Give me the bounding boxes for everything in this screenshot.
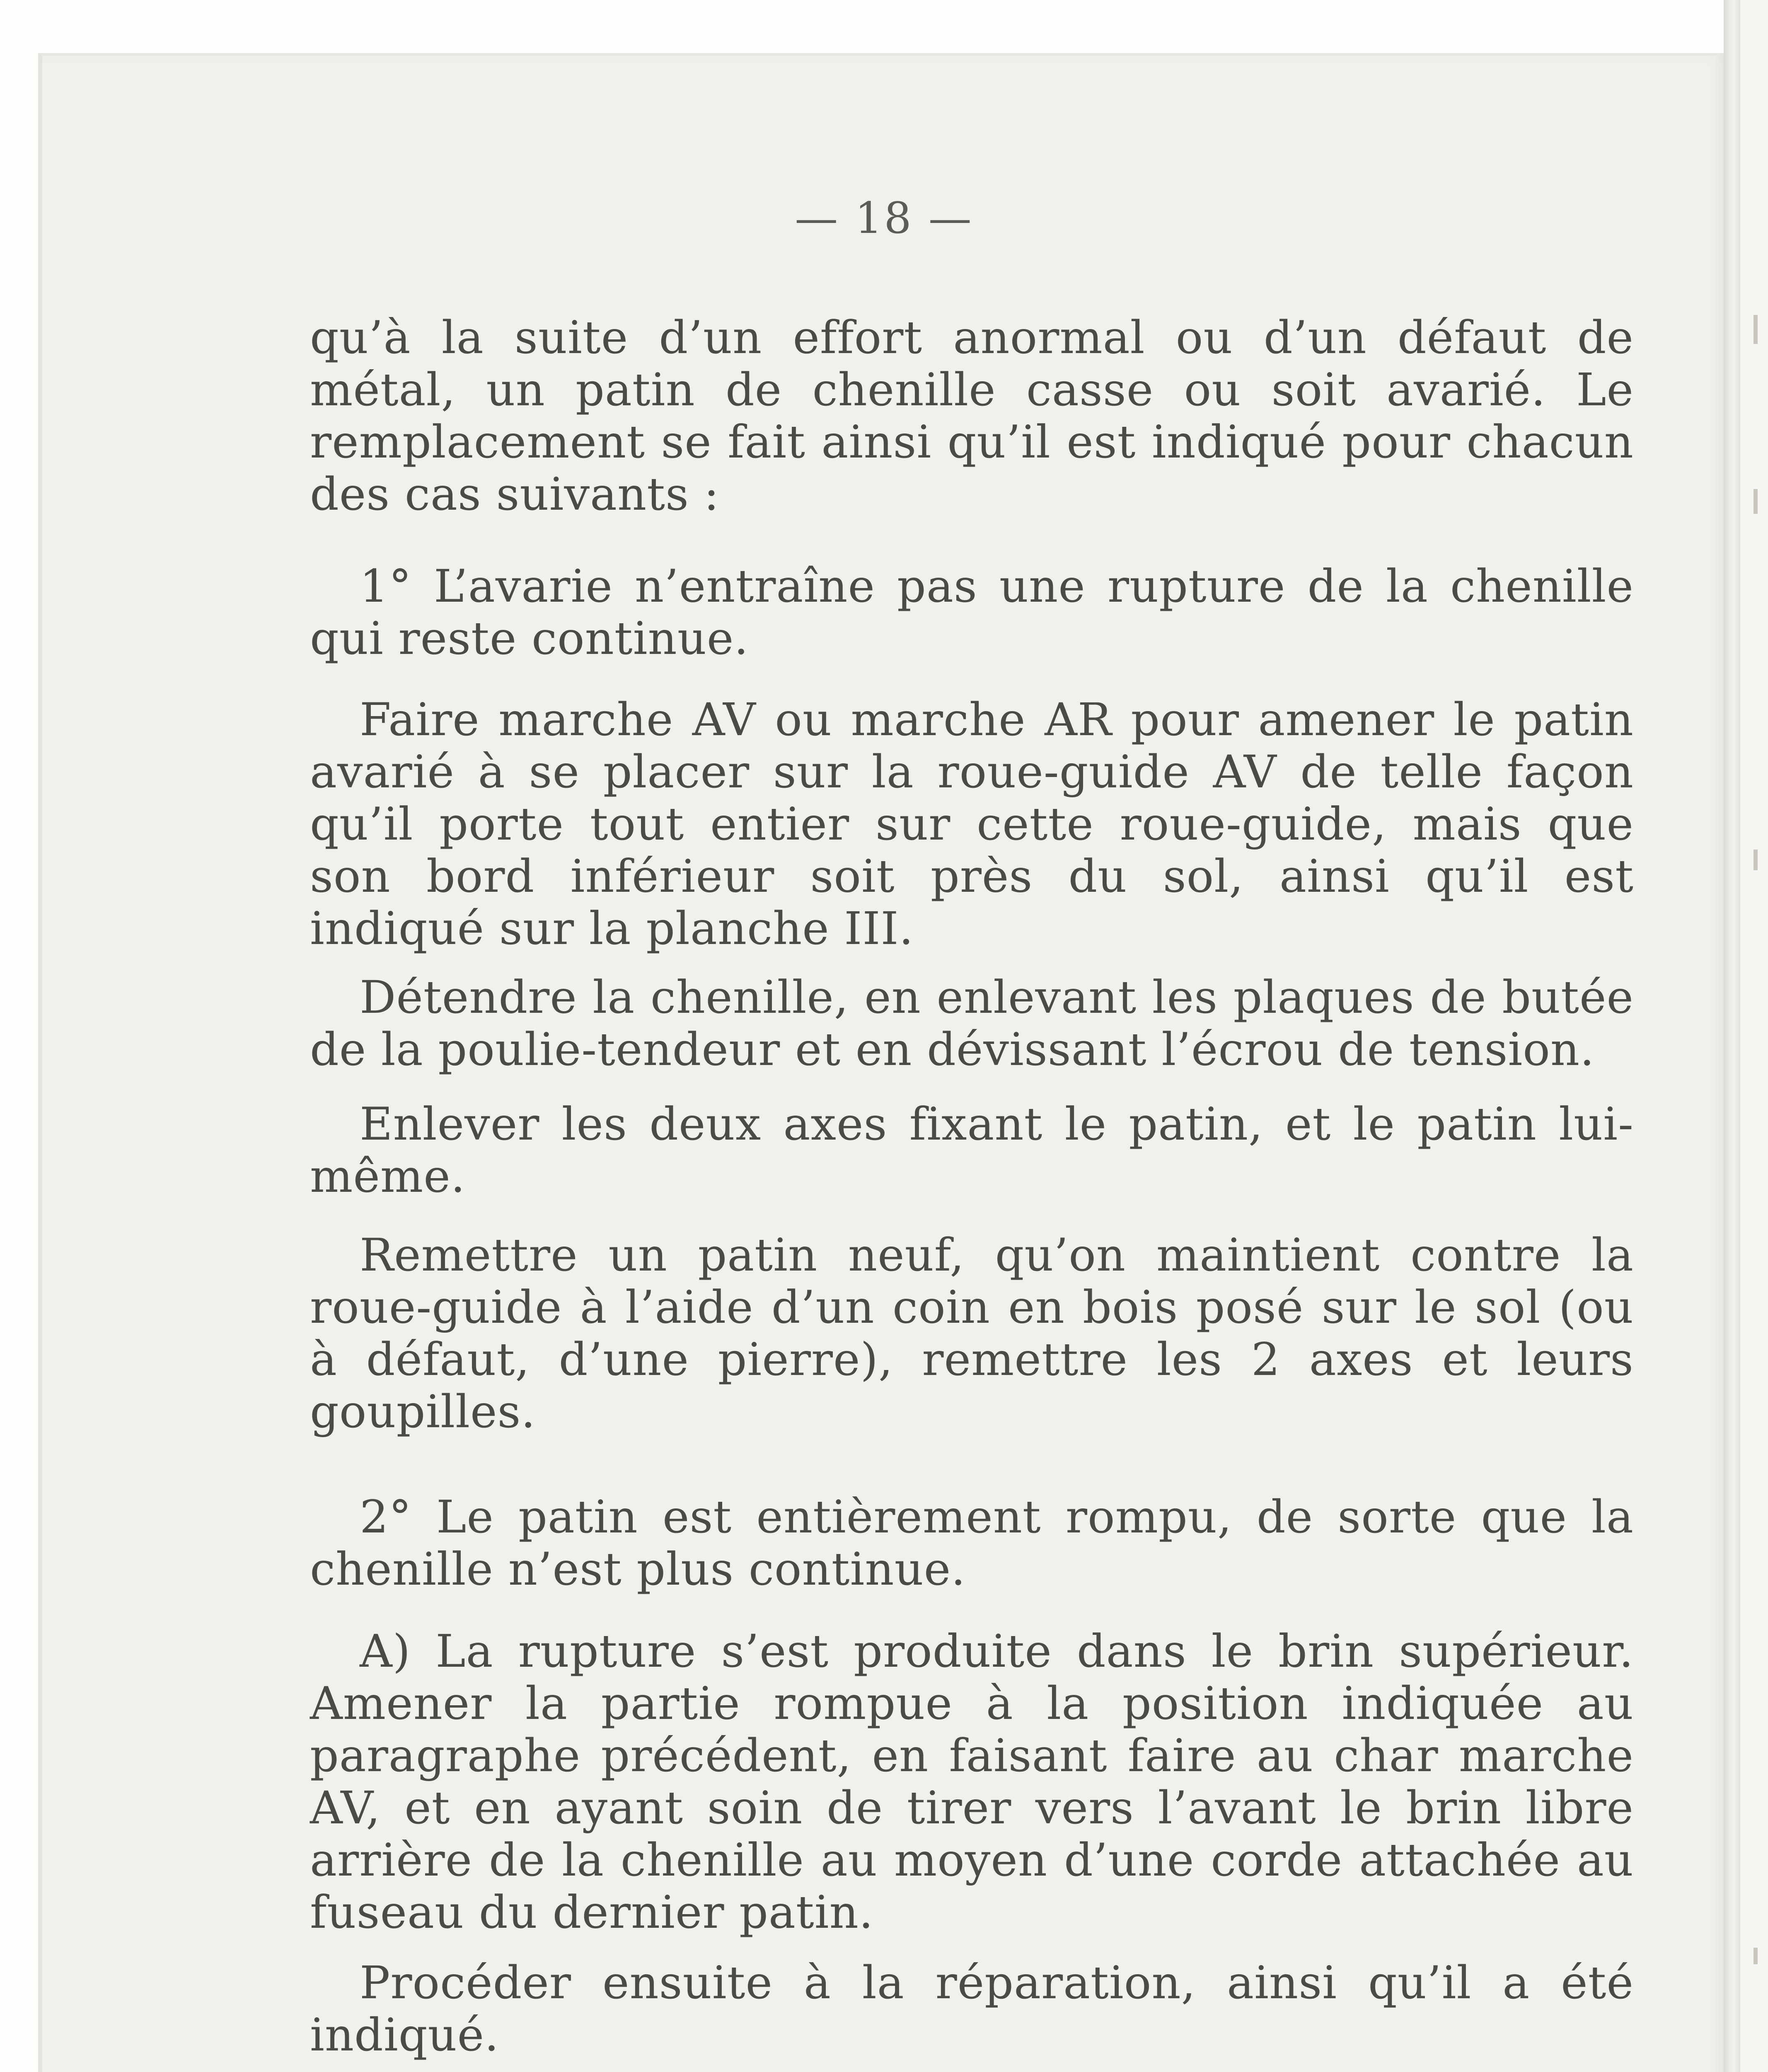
paragraph-block-1 xyxy=(310,560,1634,665)
paragraph: A) La rupture s’est produite dans le brin supérieur. Amener la partie rompue à la position indiquée au paragraphe précédent, en faisant faire au char marche AV, et en ayant soin de tirer vers l’avant le brin libre arrière de la chenille au moyen d’une corde attachée au fuseau du dernier patin. xyxy=(310,1625,1634,1939)
edge-mark xyxy=(1753,315,1758,344)
paragraph-block-5 xyxy=(310,1229,1634,1438)
paragraph-heading: 1° L’avarie n’entraîne pas une rupture de la chenille qui reste continue. xyxy=(310,560,1634,665)
paragraph-block-4 xyxy=(310,1098,1634,1203)
paragraph-block-7 xyxy=(310,1625,1634,1939)
paragraph-heading: 2° Le patin est entièrement rompu, de sorte que la chenille n’est plus continue. xyxy=(310,1491,1634,1595)
paragraph: Procéder ensuite à la réparation, ainsi qu’il a été indiqué. xyxy=(310,1956,1634,2061)
edge-mark xyxy=(1753,850,1758,870)
paragraph: Faire marche AV ou marche AR pour amener le patin avarié à se placer sur la roue-guide AV de telle façon qu’il porte tout entier sur cette roue-guide, mais que son bord inférieur soit près du sol, ainsi qu’il est indiqué sur la planche III. xyxy=(310,693,1634,955)
paragraph: Enlever les deux axes fixant le patin, et le patin lui-même. xyxy=(310,1098,1634,1203)
edge-mark xyxy=(1753,489,1758,514)
paragraph-block-3 xyxy=(310,971,1634,1076)
paragraph: Remettre un patin neuf, qu’on maintient contre la roue-guide à l’aide d’un coin en bois posé sur le sol (ou à défaut, d’une pierre), remettre les 2 axes et leurs goupilles. xyxy=(310,1229,1634,1438)
page-number: — 18 — xyxy=(795,193,973,243)
edge-mark xyxy=(1753,1948,1758,1964)
paragraph-block-2 xyxy=(310,694,1634,955)
page-edge xyxy=(1724,0,1740,2072)
paragraph-block-6 xyxy=(310,1491,1634,1595)
paragraph: Détendre la chenille, en enlevant les plaques de butée de la poulie-tendeur et en dévissant l’écrou de tension. xyxy=(310,971,1634,1076)
paragraph-intro xyxy=(310,312,1634,520)
scan-margin xyxy=(1740,0,1768,2072)
paragraph-block-8 xyxy=(310,1957,1634,2061)
paragraph: qu’à la suite d’un effort anormal ou d’un défaut de métal, un patin de chenille casse ou soit avarié. Le remplacement se fait ainsi qu’il est indiqué pour chacun des cas suivants : xyxy=(310,311,1634,520)
